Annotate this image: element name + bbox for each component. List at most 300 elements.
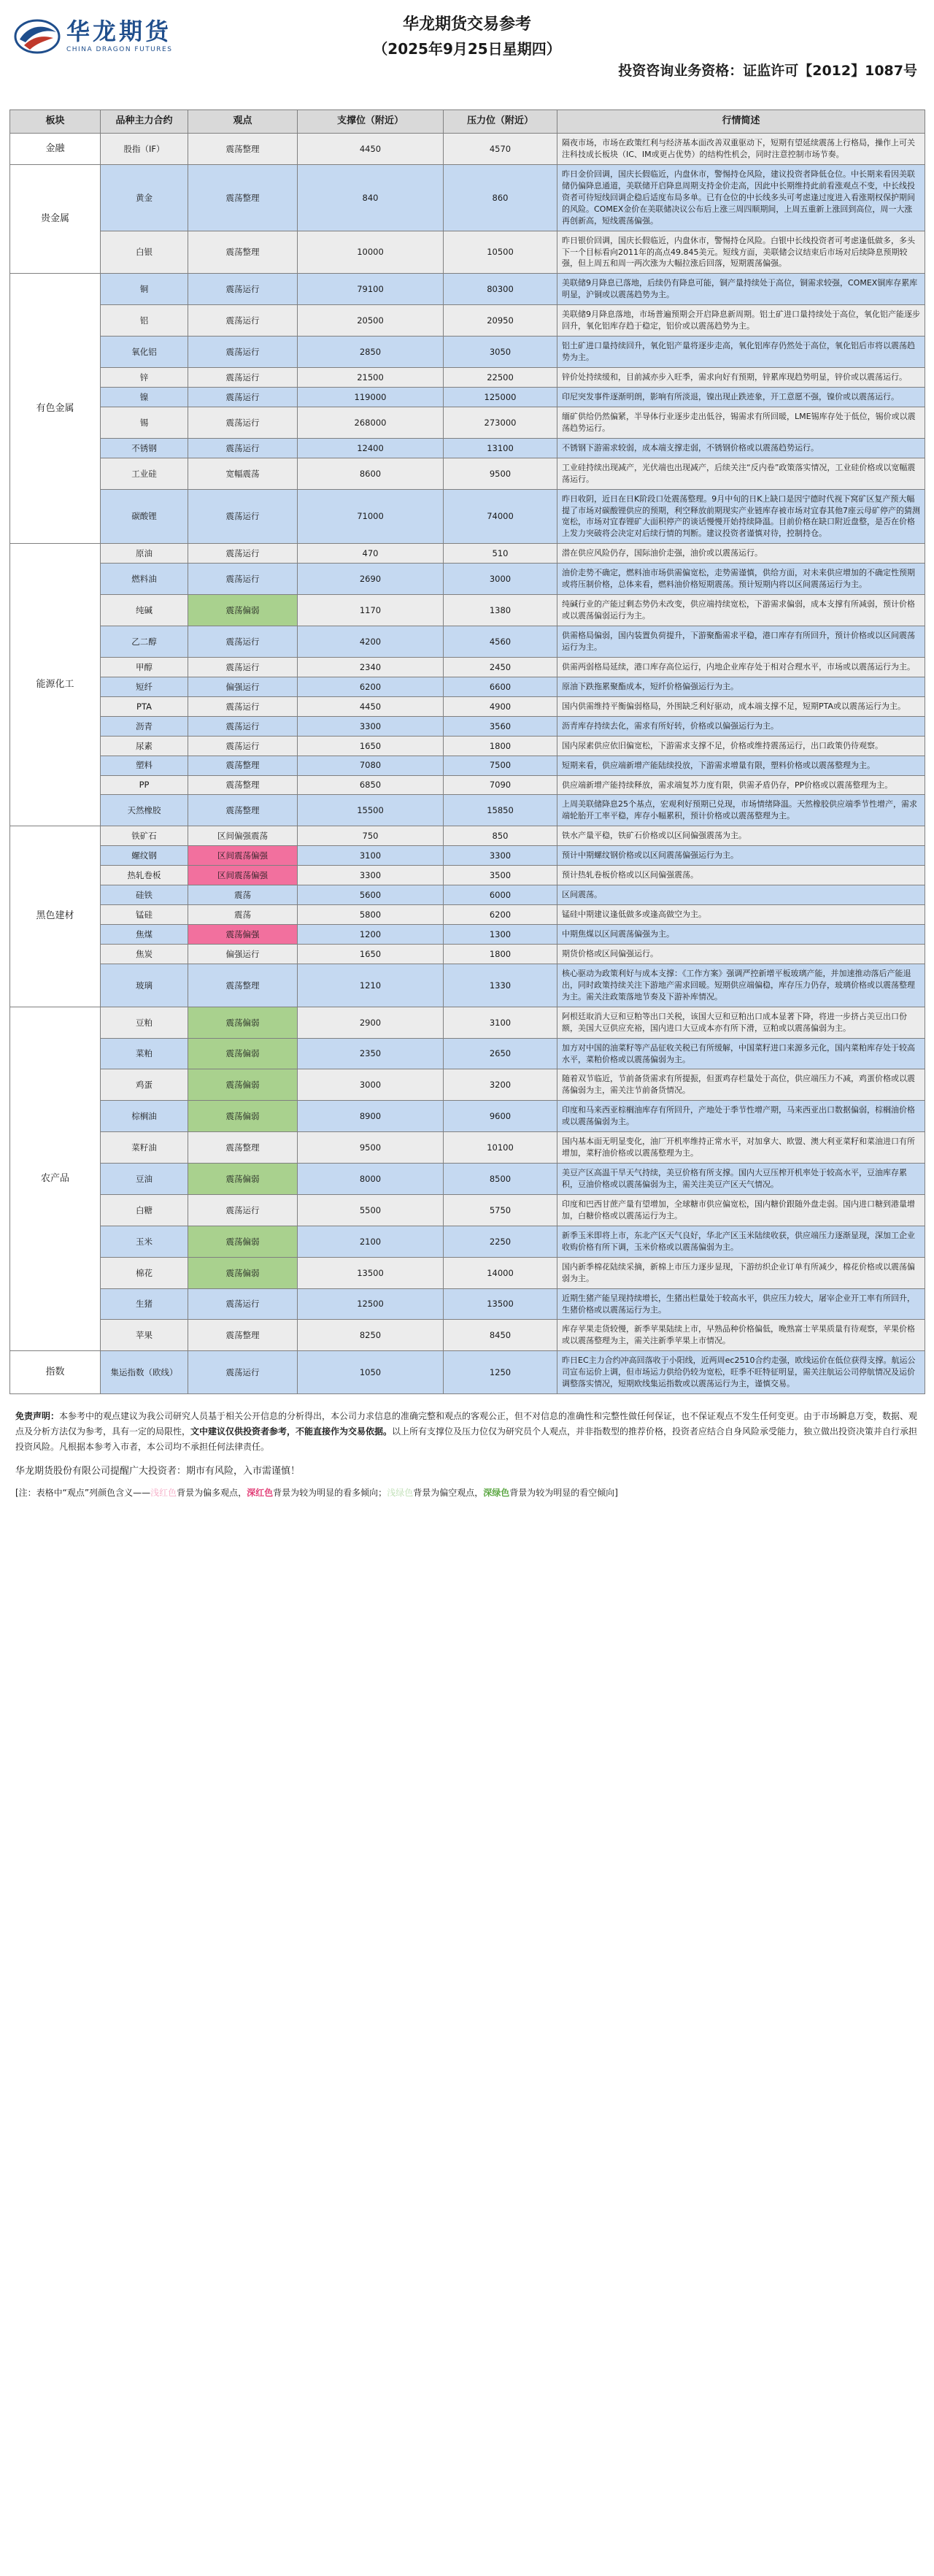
view-cell: 震荡运行 [188, 1351, 298, 1394]
reference-table [9, 109, 925, 1394]
disclaimer-body-1: 本参考中的观点建议为我公司研究人员基于相关公开信息的分析得出，本公司力求信息的准确完整和观点的客观公正，但不对信息的准确性和完整性做任何保证，也不保证观点不发生任何变更。由于市场瞬息万变，数据、观点及分析方法仅为参考，具有一定的局限性， [15, 1411, 918, 1437]
resistance-cell: 273000 [444, 407, 557, 438]
support-cell: 79100 [298, 274, 444, 305]
desc-cell: 锌价处持续缓和，目前減亦步入旺季，需求向好有预期，锌累库现趋势明显，锌价或以震荡运行。 [557, 368, 925, 388]
desc-cell: 铁水产量平稳，铁矿石价格或以区间偏强震荡为主。 [557, 826, 925, 846]
report-date: （2025年9月25日星期四） [373, 40, 561, 58]
disclaimer-body-2: 以上所有支撑位及压力位仅为研究员个人观点，并非指数型的推荐价格，投资者应结合自身风险承受能力，独立做出投资决策并自行承担投资风险。凡根据本参考入市者，本公司均不承担任何法律责任。 [15, 1426, 918, 1453]
desc-cell: 锰硅中期建议逢低做多或逢高做空为主。 [557, 905, 925, 925]
view-cell: 震荡运行 [188, 657, 298, 677]
product-cell: 豆油 [101, 1164, 188, 1195]
sector-cell: 贵金属 [10, 164, 101, 274]
legend-dark-red: 深红色 [247, 1488, 274, 1499]
table-row [10, 964, 925, 1007]
legend-dark-green: 深绿色 [483, 1488, 510, 1499]
resistance-cell: 7090 [444, 775, 557, 795]
table-row [10, 775, 925, 795]
table-row [10, 387, 925, 407]
product-cell: 股指（IF） [101, 134, 188, 165]
table-row [10, 231, 925, 274]
resistance-cell: 6200 [444, 905, 557, 925]
support-cell: 9500 [298, 1132, 444, 1164]
support-cell: 8000 [298, 1164, 444, 1195]
desc-cell: 预计中期螺纹钢价格或以区间震荡偏强运行为主。 [557, 846, 925, 866]
desc-cell: 美联储9月降息已落地，后续仍有降息可能，铜产量持续处于高位，铜需求较强，COMEX铜库存累库明显，沪铜或以震荡趋势为主。 [557, 274, 925, 305]
product-cell: 生猪 [101, 1288, 188, 1320]
table-row [10, 544, 925, 564]
table-row [10, 1069, 925, 1101]
page-title: 华龙期货交易参考 [402, 15, 531, 34]
support-cell: 5600 [298, 885, 444, 905]
resistance-cell: 22500 [444, 368, 557, 388]
desc-cell: 美豆产区高温干旱天气持续，美豆价格有所支撑。国内大豆压榨开机率处于较高水平，豆油库存累积，豆油价格或以震荡偏弱为主，需关注美豆产区天气情况。 [557, 1164, 925, 1195]
product-cell: 铁矿石 [101, 826, 188, 846]
view-cell: 震荡整理 [188, 1320, 298, 1351]
table-row [10, 795, 925, 826]
table-row [10, 1320, 925, 1351]
legend-text-3: 背景为偏空观点， [413, 1488, 484, 1499]
resistance-cell: 20950 [444, 305, 557, 337]
table-row [10, 407, 925, 438]
support-cell: 1650 [298, 944, 444, 964]
resistance-cell: 13500 [444, 1288, 557, 1320]
desc-cell: 阿根廷取消大豆和豆粕等出口关税，该国大豆和豆粕出口成本显著下降，将进一步挤占美豆出口份额，美国大豆供应充裕，国内进口大豆成本亦有所下滑，豆粕或以震荡偏弱为主。 [557, 1007, 925, 1038]
resistance-cell: 1330 [444, 964, 557, 1007]
desc-cell: 供需格局偏弱，国内装置负荷提升，下游聚酯需求平稳，港口库存有所回升，预计价格或以区间震荡运行为主。 [557, 626, 925, 658]
support-cell: 12500 [298, 1288, 444, 1320]
view-cell: 震荡运行 [188, 337, 298, 368]
resistance-cell: 3200 [444, 1069, 557, 1101]
resistance-cell: 10100 [444, 1132, 557, 1164]
product-cell: 镍 [101, 387, 188, 407]
col-header-sector: 板块 [10, 110, 101, 134]
col-header-view: 观点 [188, 110, 298, 134]
view-cell: 震荡运行 [188, 368, 298, 388]
legend-light-green: 浅绿色 [387, 1488, 414, 1499]
table-row [10, 696, 925, 716]
desc-cell: 昨日收阴，近日在日K阶段口处震荡整理。9月中旬的日K上缺口是因宁德时代视下窝矿区复产预大幅提了市场对碳酸锂供应的预期，利空释放前期现实产业链库存被市场对宜春其他7座云母矿停产的猜测宽松，市场对宜春锂矿大面积停产的谈话慢慢开始持续降温。目前价格在缺口附近盘整，是否在价格上发力突破将会决定对后续行情的判断。建议投资者谨慎对待，控制持仓。 [557, 489, 925, 544]
support-cell: 20500 [298, 305, 444, 337]
table-row [10, 489, 925, 544]
support-cell: 6200 [298, 677, 444, 696]
product-cell: 集运指数（欧线） [101, 1351, 188, 1394]
legend-prefix: [注：表格中“观点”列颜色含义—— [15, 1488, 151, 1499]
table-row [10, 846, 925, 866]
resistance-cell: 2650 [444, 1038, 557, 1069]
resistance-cell: 1300 [444, 925, 557, 945]
desc-cell: 原油下跌拖累聚酯成本，短纤价格偏强运行为主。 [557, 677, 925, 696]
resistance-cell: 3300 [444, 846, 557, 866]
view-cell: 震荡偏弱 [188, 1101, 298, 1132]
table-body [10, 134, 925, 1394]
col-header-product: 品种主力合约 [101, 110, 188, 134]
view-cell: 震荡运行 [188, 1194, 298, 1226]
resistance-cell: 510 [444, 544, 557, 564]
view-cell: 震荡整理 [188, 231, 298, 274]
resistance-cell: 1800 [444, 944, 557, 964]
resistance-cell: 1380 [444, 595, 557, 626]
desc-cell: 近期生猪产能呈现持续增长，生猪出栏量处于较高水平，供应压力较大，屠宰企业开工率有所回升，生猪价格或以震荡运行为主。 [557, 1288, 925, 1320]
view-cell: 震荡运行 [188, 1288, 298, 1320]
product-cell: 沥青 [101, 716, 188, 736]
desc-cell: 缅矿供给仍然偏紧，半导体行业逐步走出低谷，锡需求有所回暖，LME锡库存处于低位，锡价或以震荡趋势运行。 [557, 407, 925, 438]
product-cell: 锰硅 [101, 905, 188, 925]
support-cell: 3300 [298, 716, 444, 736]
table-row [10, 368, 925, 388]
support-cell: 119000 [298, 387, 444, 407]
sector-cell: 能源化工 [10, 544, 101, 826]
sector-cell: 指数 [10, 1351, 101, 1394]
table-row [10, 458, 925, 489]
product-cell: 硅铁 [101, 885, 188, 905]
support-cell: 268000 [298, 407, 444, 438]
resistance-cell: 13100 [444, 438, 557, 458]
support-cell: 8900 [298, 1101, 444, 1132]
desc-cell: 工业硅持续出现减产，光伏端也出现减产，后续关注“反内卷”政策落实情况，工业硅价格或以宽幅震荡运行。 [557, 458, 925, 489]
resistance-cell: 2450 [444, 657, 557, 677]
resistance-cell: 6600 [444, 677, 557, 696]
resistance-cell: 80300 [444, 274, 557, 305]
view-cell: 震荡偏弱 [188, 1007, 298, 1038]
product-cell: 玉米 [101, 1226, 188, 1257]
product-cell: 甲醇 [101, 657, 188, 677]
product-cell: 锡 [101, 407, 188, 438]
view-cell: 震荡整理 [188, 134, 298, 165]
table-row [10, 595, 925, 626]
desc-cell: 区间震荡。 [557, 885, 925, 905]
view-cell: 震荡运行 [188, 696, 298, 716]
product-cell: 纯碱 [101, 595, 188, 626]
resistance-cell: 8450 [444, 1320, 557, 1351]
company-name-en: CHINA DRAGON FUTURES [66, 46, 173, 54]
product-cell: 工业硅 [101, 458, 188, 489]
table-row [10, 305, 925, 337]
sector-cell: 金融 [10, 134, 101, 165]
resistance-cell: 3560 [444, 716, 557, 736]
license-info: 投资咨询业务资格：证监许可【2012】1087号 [618, 63, 917, 79]
view-cell: 震荡偏弱 [188, 1257, 298, 1288]
view-cell: 震荡运行 [188, 489, 298, 544]
view-cell: 震荡运行 [188, 274, 298, 305]
desc-cell: 昨日EC主力合约冲高回落收于小阳线，近两周ec2510合约走强，欧线运价在低位获得支撑。航运公司宣布运价上调，但市场运力供给仍较为宽松，旺季不旺特征明显，需关注航运公司停航情况及运价调整落实情况，短期欧线集运指数或以震荡运行为主，谨慎交易。 [557, 1351, 925, 1394]
support-cell: 21500 [298, 368, 444, 388]
product-cell: 燃料油 [101, 564, 188, 595]
table-row [10, 677, 925, 696]
resistance-cell: 74000 [444, 489, 557, 544]
desc-cell: 期货价格或区间偏强运行。 [557, 944, 925, 964]
col-header-resistance: 压力位（附近） [444, 110, 557, 134]
desc-cell: 铝土矿进口量持续回升，氧化铝产量将逐步走高，氧化铝库存仍然处于高位，氧化铝后市将以震荡趋势为主。 [557, 337, 925, 368]
legend-light-red: 浅红色 [150, 1488, 177, 1499]
table-row [10, 1132, 925, 1164]
desc-cell: 国内基本面无明显变化，油厂开机率维持正常水平，对加拿大、欧盟、澳大利亚菜籽和菜油进口有所增加，菜籽油价格或以震荡整理为主。 [557, 1132, 925, 1164]
support-cell: 470 [298, 544, 444, 564]
support-cell: 750 [298, 826, 444, 846]
support-cell: 1210 [298, 964, 444, 1007]
product-cell: 豆粕 [101, 1007, 188, 1038]
product-cell: 苹果 [101, 1320, 188, 1351]
color-legend [9, 1487, 925, 1499]
product-cell: 尿素 [101, 736, 188, 756]
resistance-cell: 1250 [444, 1351, 557, 1394]
resistance-cell: 3100 [444, 1007, 557, 1038]
desc-cell: 库存苹果走货较慢，新季苹果陆续上市，早熟品种价格偏低，晚熟富士苹果质量有待观察，苹果价格或以震荡整理为主，需关注新季苹果上市情况。 [557, 1320, 925, 1351]
company-name-cn: 华龙期货 [66, 18, 172, 46]
support-cell: 13500 [298, 1257, 444, 1288]
product-cell: 焦煤 [101, 925, 188, 945]
table-row [10, 337, 925, 368]
view-cell: 震荡偏弱 [188, 1226, 298, 1257]
product-cell: 棉花 [101, 1257, 188, 1288]
disclaimer-highlight: 文中建议仅供投资者参考，不能直接作为交易依据。 [190, 1426, 393, 1437]
view-cell: 宽幅震荡 [188, 458, 298, 489]
resistance-cell: 4570 [444, 134, 557, 165]
resistance-cell: 14000 [444, 1257, 557, 1288]
support-cell: 3300 [298, 866, 444, 885]
view-cell: 震荡运行 [188, 438, 298, 458]
product-cell: 热轧卷板 [101, 866, 188, 885]
resistance-cell: 3500 [444, 866, 557, 885]
support-cell: 4200 [298, 626, 444, 658]
table-row [10, 1101, 925, 1132]
resistance-cell: 10500 [444, 231, 557, 274]
table-row [10, 1007, 925, 1038]
view-cell: 区间震荡偏强 [188, 866, 298, 885]
view-cell: 偏强运行 [188, 677, 298, 696]
desc-cell: 中期焦煤以区间震荡偏强为主。 [557, 925, 925, 945]
resistance-cell: 3050 [444, 337, 557, 368]
desc-cell: 油价走势不确定，燃料油市场供需偏宽松，走势需谨慎，供给方面，对未来供应增加的不确定性预期或将压制价格，总体来看，燃料油价格短期震荡。预计短期内将以区间震荡运行为主。 [557, 564, 925, 595]
legend-text-1: 背景为偏多观点， [177, 1488, 247, 1499]
support-cell: 1200 [298, 925, 444, 945]
product-cell: 螺纹钢 [101, 846, 188, 866]
support-cell: 8250 [298, 1320, 444, 1351]
support-cell: 8600 [298, 458, 444, 489]
view-cell: 震荡运行 [188, 305, 298, 337]
view-cell: 区间震荡偏强 [188, 846, 298, 866]
product-cell: PTA [101, 696, 188, 716]
product-cell: 鸡蛋 [101, 1069, 188, 1101]
product-cell: 菜籽油 [101, 1132, 188, 1164]
product-cell: 黄金 [101, 164, 188, 231]
view-cell: 震荡偏弱 [188, 1164, 298, 1195]
desc-cell: 潜在供应风险仍存，国际油价走强，油价或以震荡运行。 [557, 544, 925, 564]
support-cell: 2690 [298, 564, 444, 595]
product-cell: 锌 [101, 368, 188, 388]
table-row [10, 438, 925, 458]
view-cell: 震荡整理 [188, 795, 298, 826]
support-cell: 5800 [298, 905, 444, 925]
company-footer: 华龙期货股份有限公司提醒广大投资者：期市有风险，入市需谨慎！ [15, 1466, 301, 1477]
desc-cell: 国内供需维持平衡偏弱格局，外围缺乏利好驱动，成本端支撑不足，短期PTA或以震荡运行为主。 [557, 696, 925, 716]
view-cell: 震荡运行 [188, 407, 298, 438]
table-row [10, 1257, 925, 1288]
product-cell: 不锈钢 [101, 438, 188, 458]
table-row [10, 925, 925, 945]
table-row [10, 1164, 925, 1195]
view-cell: 偏强运行 [188, 944, 298, 964]
legend-text-2: 背景为较为明显的看多倾向； [273, 1488, 387, 1499]
desc-cell: 随着双节临近，节前备货需求有所提振，但蛋鸡存栏量处于高位，供应端压力不减，鸡蛋价格或以震荡偏弱为主，需关注节前备货情况。 [557, 1069, 925, 1101]
support-cell: 3100 [298, 846, 444, 866]
resistance-cell: 4560 [444, 626, 557, 658]
product-cell: 塑料 [101, 756, 188, 775]
view-cell: 震荡 [188, 885, 298, 905]
view-cell: 震荡运行 [188, 626, 298, 658]
col-header-support: 支撑位（附近） [298, 110, 444, 134]
support-cell: 71000 [298, 489, 444, 544]
desc-cell: 不锈钢下游需求较弱，成本端支撑走弱，不锈钢价格或以震荡趋势运行。 [557, 438, 925, 458]
desc-cell: 印尼突发事件逐渐明朗，影响有所淡退，镍出现止跌迹象，开工意愿不强，镍价或以震荡运行。 [557, 387, 925, 407]
table-row [10, 564, 925, 595]
sector-cell: 农产品 [10, 1007, 101, 1351]
desc-cell: 昨日金价回调，国庆长假临近，内盘休市，警惕持仓风险，建议投资者降低仓位。中长期来看因美联储仍偏降息通道，美联储开启降息周期支持金价走高，因此中长期维持此前看涨观点不变，中长线投资者可待短线回调企稳后适度布局多单。已有仓位的中长线多头可考虑逢过度进入看涨期权保护期间的风险。COMEX金价在美联储决议公布后上涨三周四顺期间，上周五重新上涨回到高位，周一大涨再创新高，短线震荡偏强。 [557, 164, 925, 231]
view-cell: 震荡偏弱 [188, 595, 298, 626]
table-row [10, 736, 925, 756]
desc-cell: 加方对中国的油菜籽等产品征收关税已有所缓解，中国菜籽进口来源多元化，国内菜粕库存处于较高水平，菜粕价格或以震荡偏弱为主。 [557, 1038, 925, 1069]
view-cell: 震荡整理 [188, 756, 298, 775]
view-cell: 震荡整理 [188, 964, 298, 1007]
table-row [10, 826, 925, 846]
table-row [10, 1226, 925, 1257]
desc-cell: 印度和马来西亚棕榈油库存有所回升，产地处于季节性增产期，马来西亚出口数据偏弱，棕榈油价格或以震荡偏弱为主。 [557, 1101, 925, 1132]
resistance-cell: 4900 [444, 696, 557, 716]
table-row [10, 657, 925, 677]
resistance-cell: 5750 [444, 1194, 557, 1226]
resistance-cell: 9600 [444, 1101, 557, 1132]
view-cell: 震荡偏强 [188, 925, 298, 945]
table-row [10, 626, 925, 658]
view-cell: 震荡运行 [188, 564, 298, 595]
resistance-cell: 6000 [444, 885, 557, 905]
product-cell: PP [101, 775, 188, 795]
disclaimer [9, 1409, 925, 1455]
product-cell: 白银 [101, 231, 188, 274]
product-cell: 碳酸锂 [101, 489, 188, 544]
product-cell: 棕榈油 [101, 1101, 188, 1132]
support-cell: 4450 [298, 696, 444, 716]
product-cell: 铝 [101, 305, 188, 337]
view-cell: 震荡运行 [188, 387, 298, 407]
table-row [10, 1194, 925, 1226]
resistance-cell: 1800 [444, 736, 557, 756]
view-cell: 震荡整理 [188, 1132, 298, 1164]
desc-cell: 国内新季棉花陆续采摘，新棉上市压力逐步显现，下游纺织企业订单有所减少，棉花价格或以震荡偏弱为主。 [557, 1257, 925, 1288]
resistance-cell: 850 [444, 826, 557, 846]
desc-cell: 核心驱动为政策利好与成本支撑：《工作方案》强调严控新增平板玻璃产能，并加速推动落后产能退出，同时政策持续关注下游地产需求回暖。短期供应端偏稳，库存压力仍存，玻璃价格或以震荡整理为主。需关注政策落地节奏及下游补库情况。 [557, 964, 925, 1007]
product-cell: 菜粕 [101, 1038, 188, 1069]
table-header-row [10, 110, 925, 134]
support-cell: 2900 [298, 1007, 444, 1038]
support-cell: 840 [298, 164, 444, 231]
view-cell: 区间偏强震荡 [188, 826, 298, 846]
table-row [10, 866, 925, 885]
table-row [10, 134, 925, 165]
view-cell: 震荡偏弱 [188, 1069, 298, 1101]
support-cell: 7080 [298, 756, 444, 775]
desc-cell: 纯碱行业的产能过剩态势仍未改变，供应端持续宽松，下游需求偏弱，成本支撑有所减弱，预计价格或以震荡偏弱运行为主。 [557, 595, 925, 626]
disclaimer-lead: 免责声明： [15, 1411, 60, 1422]
table-row [10, 905, 925, 925]
desc-cell: 预计热轧卷板价格或以区间偏强震荡。 [557, 866, 925, 885]
support-cell: 1170 [298, 595, 444, 626]
support-cell: 1650 [298, 736, 444, 756]
table-row [10, 885, 925, 905]
col-header-desc: 行情简述 [557, 110, 925, 134]
view-cell: 震荡运行 [188, 736, 298, 756]
view-cell: 震荡整理 [188, 775, 298, 795]
view-cell: 震荡偏弱 [188, 1038, 298, 1069]
desc-cell: 沥青库存持续去化，需求有所好转，价格或以偏强运行为主。 [557, 716, 925, 736]
view-cell: 震荡 [188, 905, 298, 925]
view-cell: 震荡运行 [188, 544, 298, 564]
resistance-cell: 9500 [444, 458, 557, 489]
sector-cell: 黑色建材 [10, 826, 101, 1007]
table-row [10, 756, 925, 775]
support-cell: 10000 [298, 231, 444, 274]
support-cell: 15500 [298, 795, 444, 826]
view-cell: 震荡运行 [188, 716, 298, 736]
product-cell: 焦炭 [101, 944, 188, 964]
desc-cell: 供应端新增产能持续释放，需求端复苏力度有限，供需矛盾仍存，PP价格或以震荡整理为主。 [557, 775, 925, 795]
support-cell: 6850 [298, 775, 444, 795]
product-cell: 原油 [101, 544, 188, 564]
table-row [10, 944, 925, 964]
desc-cell: 短期来看，供应端新增产能陆续投放，下游需求增量有限，塑料价格或以震荡整理为主。 [557, 756, 925, 775]
support-cell: 2350 [298, 1038, 444, 1069]
product-cell: 铜 [101, 274, 188, 305]
resistance-cell: 125000 [444, 387, 557, 407]
product-cell: 短纤 [101, 677, 188, 696]
sector-cell: 有色金属 [10, 274, 101, 544]
table-row [10, 1038, 925, 1069]
resistance-cell: 8500 [444, 1164, 557, 1195]
resistance-cell: 15850 [444, 795, 557, 826]
support-cell: 2340 [298, 657, 444, 677]
support-cell: 4450 [298, 134, 444, 165]
support-cell: 5500 [298, 1194, 444, 1226]
resistance-cell: 7500 [444, 756, 557, 775]
support-cell: 1050 [298, 1351, 444, 1394]
table-row [10, 164, 925, 231]
desc-cell: 隔夜市场，市场在政策红利与经济基本面改善双重驱动下，短期有望延续震荡上行格局，操作上可关注科技成长板块（IC、IM或更占优势）的结构性机会，同时注意控制市场节奏。 [557, 134, 925, 165]
product-cell: 乙二醇 [101, 626, 188, 658]
product-cell: 玻璃 [101, 964, 188, 1007]
legend-text-4: 背景为较为明显的看空倾向] [509, 1488, 618, 1499]
desc-cell: 印度和巴西甘蔗产量有望增加，全球糖市供应偏宽松，国内糖价跟随外盘走弱。国内进口糖到港量增加，白糖价格或以震荡运行为主。 [557, 1194, 925, 1226]
header [9, 7, 925, 109]
support-cell: 12400 [298, 438, 444, 458]
support-cell: 2850 [298, 337, 444, 368]
desc-cell: 昨日银价回调，国庆长假临近，内盘休市，警惕持仓风险。白银中长线投资者可考虑逢低做多，多头下一个目标看向2011年的高点49.845美元。短线方面，美联储会议结束后市场对后续降息预期较强，但上周五和周一两次涨为大幅拉涨后回落，短期震荡偏强。 [557, 231, 925, 274]
desc-cell: 上周美联储降息25个基点，宏观利好预期已兑现，市场情绪降温。天然橡胶供应端季节性增产，需求端轮胎开工率平稳，库存小幅累积，预计价格或以震荡整理为主。 [557, 795, 925, 826]
support-cell: 3000 [298, 1069, 444, 1101]
support-cell: 2100 [298, 1226, 444, 1257]
table-row [10, 274, 925, 305]
desc-cell: 新季玉米即将上市，东北产区天气良好，华北产区玉米陆续收获，供应端压力逐渐显现，深加工企业收购价格有所下调，玉米价格或以震荡偏弱为主。 [557, 1226, 925, 1257]
resistance-cell: 2250 [444, 1226, 557, 1257]
resistance-cell: 3000 [444, 564, 557, 595]
product-cell: 白糖 [101, 1194, 188, 1226]
table-row [10, 716, 925, 736]
product-cell: 氧化铝 [101, 337, 188, 368]
view-cell: 震荡整理 [188, 164, 298, 231]
product-cell: 天然橡胶 [101, 795, 188, 826]
table-row [10, 1288, 925, 1320]
desc-cell: 供需两弱格局延续，港口库存高位运行，内地企业库存处于相对合理水平，市场或以震荡运行为主。 [557, 657, 925, 677]
desc-cell: 美联储9月降息落地，市场普遍预期会开启降息新周期。铝土矿进口量持续处于高位，氧化铝产能逐步回升，氧化铝库存趋于稳定，铝价或以震荡趋势为主。 [557, 305, 925, 337]
table-row [10, 1351, 925, 1394]
